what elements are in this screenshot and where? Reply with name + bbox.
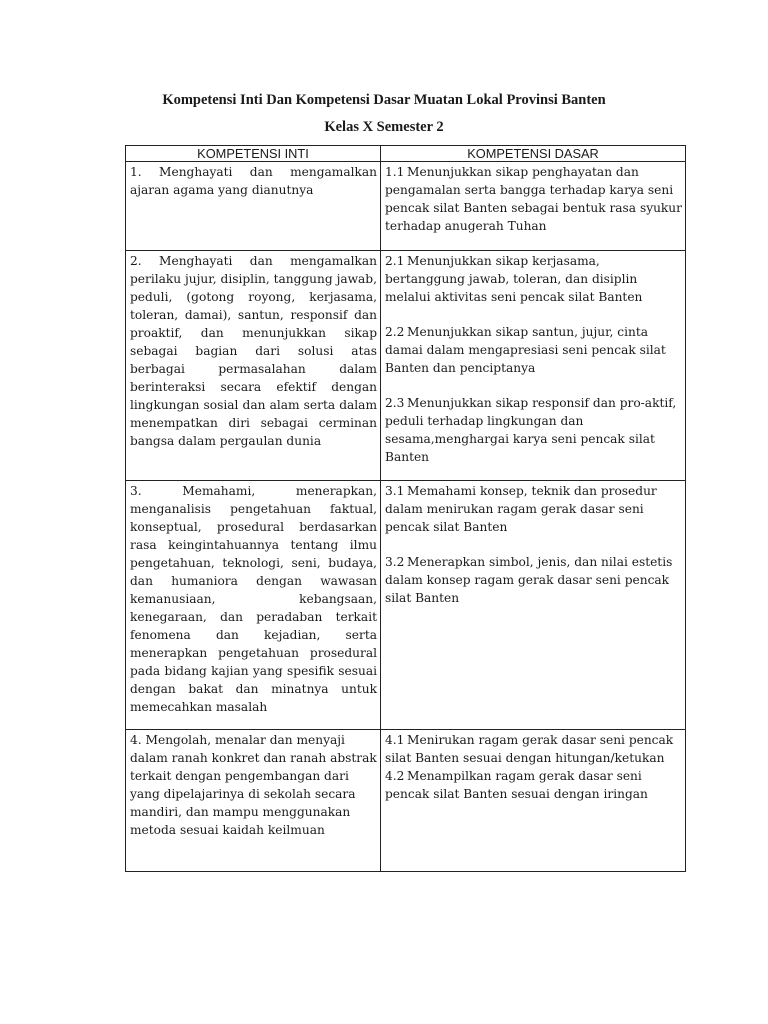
kd-text: Memahami konsep, teknik dan prosedur dalam menirukan ragam gerak dasar seni pencak silat Banten bbox=[385, 484, 657, 534]
kd-item bbox=[385, 252, 682, 306]
kd-number: 3.1 bbox=[385, 484, 405, 498]
table-row bbox=[126, 730, 686, 872]
kd-number: 4.2 bbox=[385, 769, 405, 783]
table-row bbox=[126, 162, 686, 251]
kd-text: Menirukan ragam gerak dasar seni pencak silat Banten sesuai dengan hitungan/ketukan bbox=[385, 733, 674, 765]
header-kompetensi-inti: KOMPETENSI INTI bbox=[126, 146, 381, 162]
document-title: Kompetensi Inti Dan Kompetensi Dasar Muatan Lokal Provinsi Banten bbox=[162, 92, 606, 108]
ki-cell: 4. Mengolah, menalar dan menyaji dalam ranah konkret dan ranah abstrak terkait dengan pengembangan dari yang dipelajarinya di sekolah secara mandiri, dan mampu menggunakan metoda sesuai kaidah keilmuan bbox=[126, 730, 381, 872]
ki-cell: 2. Menghayati dan mengamalkan perilaku jujur, disiplin, tanggung jawab, peduli, (gotong royong, kerjasama, toleran, damai), santun, responsif dan proaktif, dan menunjukkan sikap sebagai bagian dari solusi atas berbagai permasalahan dalam berinteraksi secara efektif dengan lingkungan sosial dan alam serta dalam menempatkan diri sebagai cerminan bangsa dalam pergaulan dunia bbox=[126, 251, 381, 481]
kd-text: Menerapkan simbol, jenis, dan nilai estetis dalam konsep ragam gerak dasar seni pencak silat Banten bbox=[385, 555, 673, 605]
kd-item bbox=[385, 323, 682, 377]
kd-cell bbox=[381, 730, 686, 872]
kd-text: Menunjukkan sikap responsif dan pro-aktif, peduli terhadap lingkungan dan sesama,menghargai karya seni pencak silat Banten bbox=[385, 396, 677, 464]
table-row bbox=[126, 251, 686, 481]
kd-number: 4.1 bbox=[385, 733, 405, 747]
kd-text: Menunjukkan sikap kerjasama, bertanggung jawab, toleran, dan disiplin melalui aktivitas seni pencak silat Banten bbox=[385, 254, 643, 304]
kd-cell bbox=[381, 251, 686, 481]
kd-item bbox=[385, 553, 682, 607]
kd-number: 2.3 bbox=[385, 396, 405, 410]
kd-item bbox=[385, 731, 682, 767]
kd-text: Menunjukkan sikap penghayatan dan pengamalan serta bangga terhadap karya seni pencak silat Banten sebagai bentuk rasa syukur terhadap anugerah Tuhan bbox=[385, 165, 682, 233]
kd-item bbox=[385, 482, 682, 536]
ki-cell: 3. Memahami, menerapkan, menganalisis pengetahuan faktual, konseptual, prosedural berdasarkan rasa keingintahuannya tentang ilmu pengetahuan, teknologi, seni, budaya, dan humaniora dengan wawasan kemanusiaan, kebangsaan, kenegaraan, dan peradaban terkait fenomena dan kejadian, serta menerapkan pengetahuan prosedural pada bidang kajian yang spesifik sesuai dengan bakat dan minatnya untuk memecahkan masalah bbox=[126, 481, 381, 730]
kd-item bbox=[385, 394, 682, 466]
ki-cell: 1. Menghayati dan mengamalkan ajaran agama yang dianutnya bbox=[126, 162, 381, 251]
kd-text: Menampilkan ragam gerak dasar seni pencak silat Banten sesuai dengan iringan bbox=[385, 769, 648, 801]
kd-number: 2.2 bbox=[385, 325, 405, 339]
kd-cell bbox=[381, 162, 686, 251]
kd-cell bbox=[381, 481, 686, 730]
kd-number: 2.1 bbox=[385, 254, 405, 268]
table-row bbox=[126, 481, 686, 730]
header-kompetensi-dasar: KOMPETENSI DASAR bbox=[381, 146, 686, 162]
competency-table bbox=[125, 145, 686, 872]
kd-item bbox=[385, 767, 682, 803]
document-subtitle: Kelas X Semester 2 bbox=[324, 119, 444, 135]
kd-number: 3.2 bbox=[385, 555, 405, 569]
table-header-row bbox=[126, 146, 686, 162]
kd-item bbox=[385, 163, 682, 235]
kd-text: Menunjukkan sikap santun, jujur, cinta damai dalam mengapresiasi seni pencak silat Banten dan penciptanya bbox=[385, 325, 666, 375]
kd-number: 1.1 bbox=[385, 165, 405, 179]
